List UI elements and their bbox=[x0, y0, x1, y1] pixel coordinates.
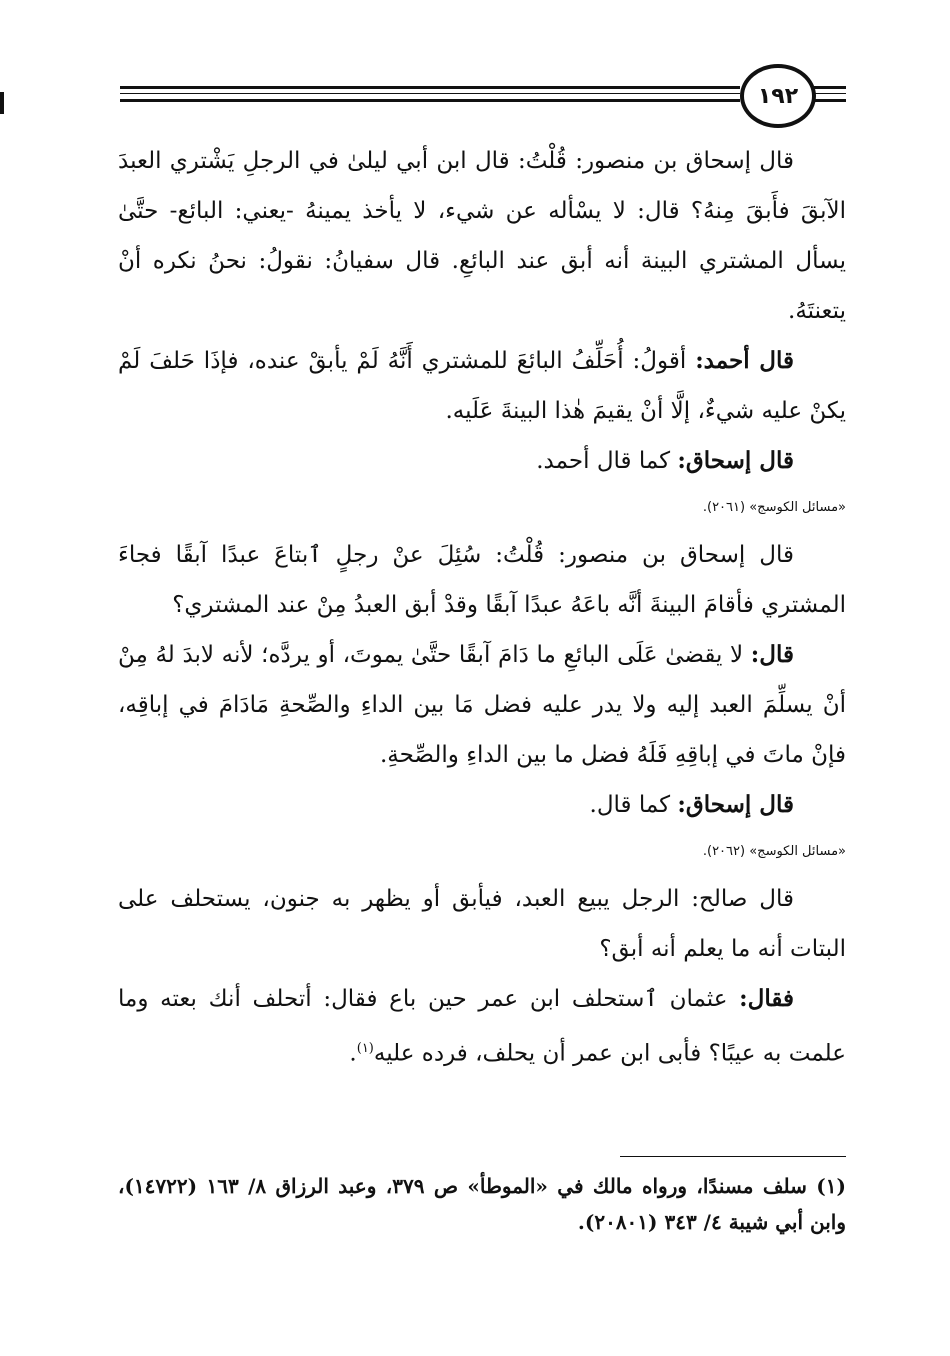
header-rule bbox=[812, 86, 846, 89]
header-rule bbox=[812, 93, 846, 94]
speaker-label: قال إسحاق: bbox=[677, 447, 794, 474]
header-rule bbox=[120, 86, 740, 89]
header-rule bbox=[120, 93, 740, 94]
paragraph-text: عثمان ٱستحلف ابن عمر حين باع فقال: أتحلف أنك بعته وما علمت به عيبًا؟ فأبى ابن عمر أن يحلف، فرده عليه bbox=[118, 986, 846, 1067]
speaker-label: قال: bbox=[750, 641, 794, 668]
paragraph bbox=[118, 780, 846, 830]
source-citation: «مسائل الكوسج» (٢٠٦٢). bbox=[702, 844, 846, 859]
paragraph bbox=[118, 630, 846, 780]
footnote: (١) سلف مسندًا، ورواه مالك في «الموطأ» ص ٣٧٩، وعبد الرزاق ٨/ ١٦٣ (١٤٧٢٢)، وابن أبي شيبة ٤/ ٣٤٣ (٢٠٨٠١). bbox=[118, 1174, 846, 1234]
left-edge-mark bbox=[0, 92, 4, 114]
footnote-separator bbox=[620, 1156, 846, 1157]
paragraph-text: لا يقضىٰ عَلَى البائعِ ما دَامَ آبقًا حتَّىٰ يموتَ، أو يردَّه؛ لأنه لابدَ لهُ مِنْ أنْ يسلِّمَ العبد إليه ولا يدر عليه فضل مَا بين الداءِ والصِّحةِ مَادَامَ في إباقِه، فإنْ ماتَ في إباقِهِ فَلَهُ فضل ما بين الداءِ والصِّحةِ. bbox=[118, 642, 846, 768]
paragraph-end: . bbox=[349, 1040, 357, 1067]
paragraph bbox=[118, 436, 846, 486]
paragraph bbox=[118, 974, 846, 1079]
speaker-label: فقال: bbox=[739, 985, 794, 1012]
page-body bbox=[118, 136, 846, 1079]
header-rule bbox=[120, 99, 740, 102]
paragraph: قال إسحاق بن منصور: قُلْتُ: سُئِلَ عنْ رجلٍ ٱبتاعَ عبدًا آبقًا فجاءَ المشتري فأقامَ البينةَ أنَّه باعَهُ عبدًا آبقًا وقدْ أبق العبدُ مِنْ عند المشتري؟ bbox=[118, 542, 846, 618]
source-citation: «مسائل الكوسج» (٢٠٦١). bbox=[702, 500, 846, 515]
paragraph bbox=[118, 336, 846, 436]
paragraph-text: أقولُ: أُحَلِّفُ البائعَ للمشتري أَنَّهُ لَمْ يأبقْ عنده، فإذَا حَلفَ لَمْ يكنْ عليه شيءٌ، إلَّا أنْ يقيمَ هٰذا البينةَ عَلَيه. bbox=[118, 348, 846, 424]
speaker-label: قال إسحاق: bbox=[677, 791, 794, 818]
paragraph: قال صالح: الرجل يبيع العبد، فيأبق أو يظهر به جنون، يستحلف على البتات أنه ما يعلم أنه أبق؟ bbox=[118, 886, 846, 962]
page-number: ١٩٢ bbox=[740, 64, 816, 128]
speaker-label: قال أحمد: bbox=[695, 347, 794, 374]
footnote-reference[interactable]: (١) bbox=[356, 1041, 374, 1056]
paragraph: قال إسحاق بن منصور: قُلْتُ: قال ابن أبي ليلىٰ في الرجلِ يَشْتري العبدَ الآبقَ فأَبقَ مِنهُ؟ قال: لا يسْأله عن شيء، لا يأخذ يمينهُ -يعني: البائع- حتَّىٰ يسأل المشتري البينة أنه أبق عند البائعِ. قال سفيانُ: نقولُ: نحنُ نكره أنْ يتعنتَهُ. bbox=[118, 148, 846, 324]
paragraph-text: كما قال. bbox=[589, 792, 678, 818]
header-rule bbox=[812, 99, 846, 102]
paragraph-text: كما قال أحمد. bbox=[536, 448, 678, 474]
